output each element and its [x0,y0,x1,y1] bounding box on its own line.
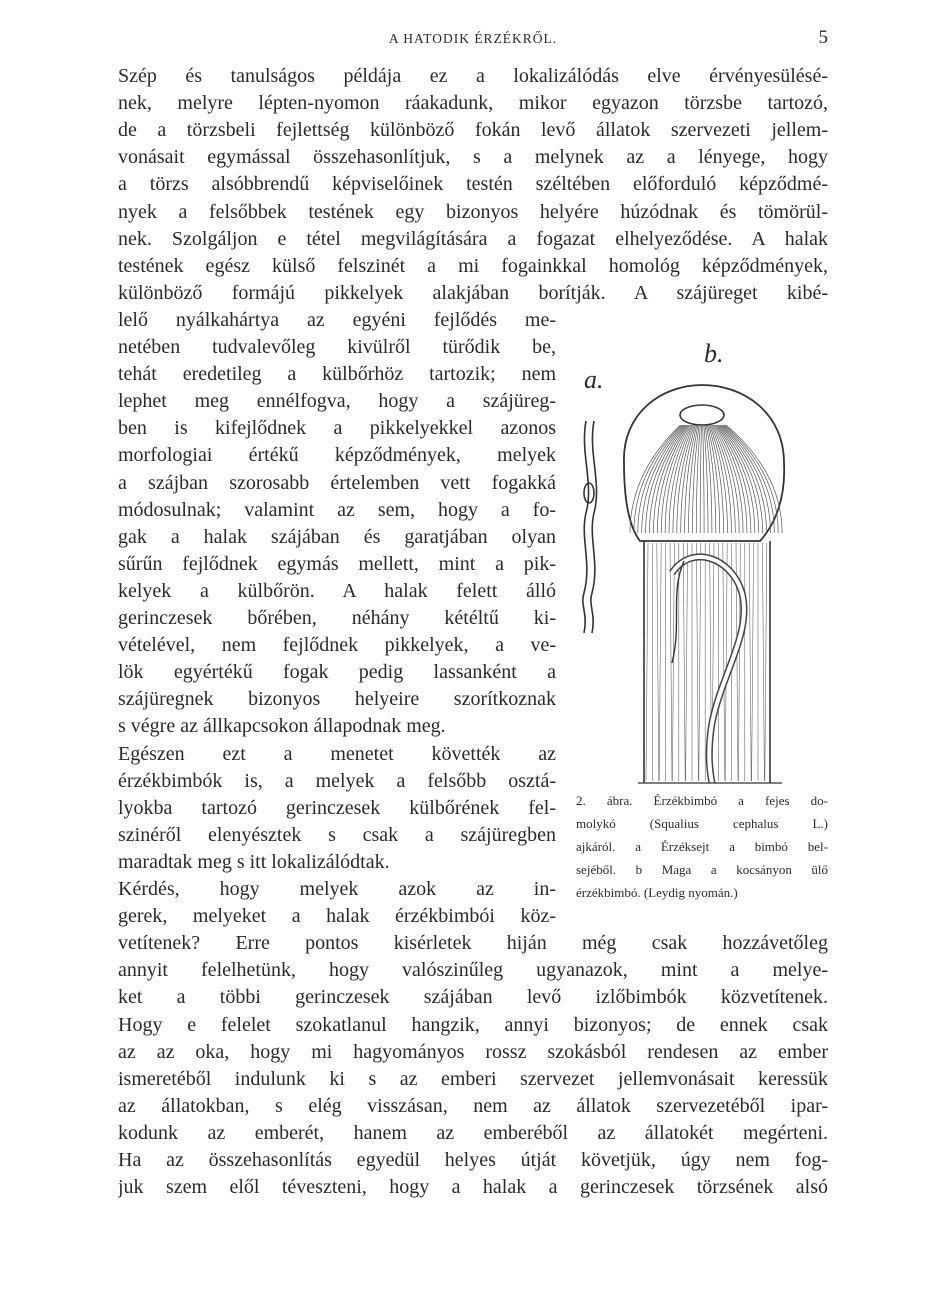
body-line: módosulnak; valamint az sem, hogy a fo- [118,499,556,521]
body-line: morfologiai értékű képződmények, melyek [118,444,556,466]
body-line: vonásait egymással összehasonlítjuk, s a melynek az a lényege, hogy [118,146,828,168]
body-line: Egészen ezt a menetet követték az [118,743,556,765]
body-line: ket a többi gerinczesek szájában levő izlőbimbók közvetítenek. [118,986,828,1008]
body-line: érzékbimbók is, a melyek a felsőbb osztá- [118,770,556,792]
body-line: az az oka, hogy mi hagyományos rossz szokásból rendesen az ember [118,1041,828,1063]
body-line: Hogy e felelet szokatlanul hangzik, annyi bizonyos; de ennek csak [118,1014,828,1036]
caption-line: érzékbimbó. (Leydig nyomán.) [576,885,738,900]
body-line: sűrűn fejlődnek egymás mellett, mint a pik- [118,553,556,575]
body-line: testének egész külső felszinét a mi fogainkkal homológ képződmények, [118,255,828,277]
body-line: kelyek a külbőrön. A halak felett álló [118,580,556,602]
body-line: vételével, nem fejlődnek pikkelyek, a ve- [118,634,556,656]
page-number: 5 [818,27,828,48]
caption-line: sejéből. b Maga a kocsányon ülő [576,862,828,877]
figure-label-b: b. [704,339,724,368]
body-line: juk szem elől téveszteni, hogy a halak a gerinczesek törzsének alsó [118,1176,828,1198]
body-line: s végre az állkapcsokon állapodnak meg. [118,715,446,737]
body-line: ismeretéből indulunk ki s az emberi szervezet jellemvonásait keressük [118,1068,828,1090]
body-line: vetítenek? Erre pontos kisérletek hiján még csak hozzávetőleg [118,932,828,954]
caption-line: ajkáról. a Érzéksejt a bimbó bel- [576,839,828,854]
figure-label-a: a. [584,365,604,394]
body-line: Szép és tanulságos példája ez a lokalizálódás elve érvényesülésé- [118,65,828,87]
caption-line: 2. ábra. Érzékbimbó a fejes do- [576,793,828,808]
body-line: lephet meg ennélfogva, hogy a szájüreg- [118,390,556,412]
figure-bud-b [624,385,784,783]
body-line: a szájban szorosabb értelemben vett fogakká [118,472,556,494]
body-line: lyokba tartozó gerinczesek külbőrének fel- [118,797,556,819]
body-line: maradtak meg s itt lokalizálódtak. [118,851,390,873]
body-line: Ha az összehasonlítás egyedül helyes útját követjük, úgy nem fog- [118,1149,828,1171]
body-line: gak a halak szájában és garatjában olyan [118,526,556,548]
body-line: szájüregnek bizonyos helyeire szorítkoznak [118,688,556,710]
figure-cell-a [583,421,597,633]
body-line: annyit felelhetünk, hogy valószinűleg ugyanazok, mint a melye- [118,959,828,981]
body-line: lök egyértékű fogak pedig lassanként a [118,661,556,683]
body-line: nyek a felsőbbek testének egy bizonyos helyére húzódnak és tömörül- [118,201,828,223]
body-line: netében tudvalevőleg kivülről türődik be, [118,336,556,358]
figure-sense-bud [572,339,834,798]
body-line: szinéről elenyésztek s csak a szájüregben [118,824,556,846]
caption-line: molykó (Squalius cephalus L.) [576,816,828,831]
body-line: nek, melyre lépten-nyomon ráakadunk, mikor egyazon törzsbe tartozó, [118,92,828,114]
body-line: az állatokban, s elég visszásan, nem az állatok szervezetéből ipar- [118,1095,828,1117]
body-line: lelő nyálkahártya az egyéni fejlődés me- [118,309,556,331]
body-line: nek. Szolgáljon e tétel megvilágítására a fogazat elhelyeződése. A halak [118,228,828,250]
figure-illustration [572,343,834,798]
body-line: tehát eredetileg a külbőrhöz tartozik; nem [118,363,556,385]
body-line: a törzs alsóbbrendű képviselőinek testén széltében előforduló képződmé- [118,173,828,195]
body-line: különböző formájú pikkelyek alakjában borítják. A szájüreget kibé- [118,282,828,304]
body-line: de a törzsbeli fejlettség különböző fokán levő állatok szervezeti jellem- [118,119,828,141]
body-line: kodunk az emberét, hanem az emberéből az állatokét megérteni. [118,1122,828,1144]
body-line: gerek, melyeket a halak érzékbimbói köz- [118,905,556,927]
body-line: ben is kifejlődnek a pikkelyekkel azonos [118,417,556,439]
body-line: Kérdés, hogy melyek azok az in- [118,878,556,900]
page-header [118,27,828,51]
running-head: A HATODIK ÉRZÉKRŐL. [388,31,558,46]
body-line: gerinczesek bőrében, néhány kétéltű ki- [118,607,556,629]
